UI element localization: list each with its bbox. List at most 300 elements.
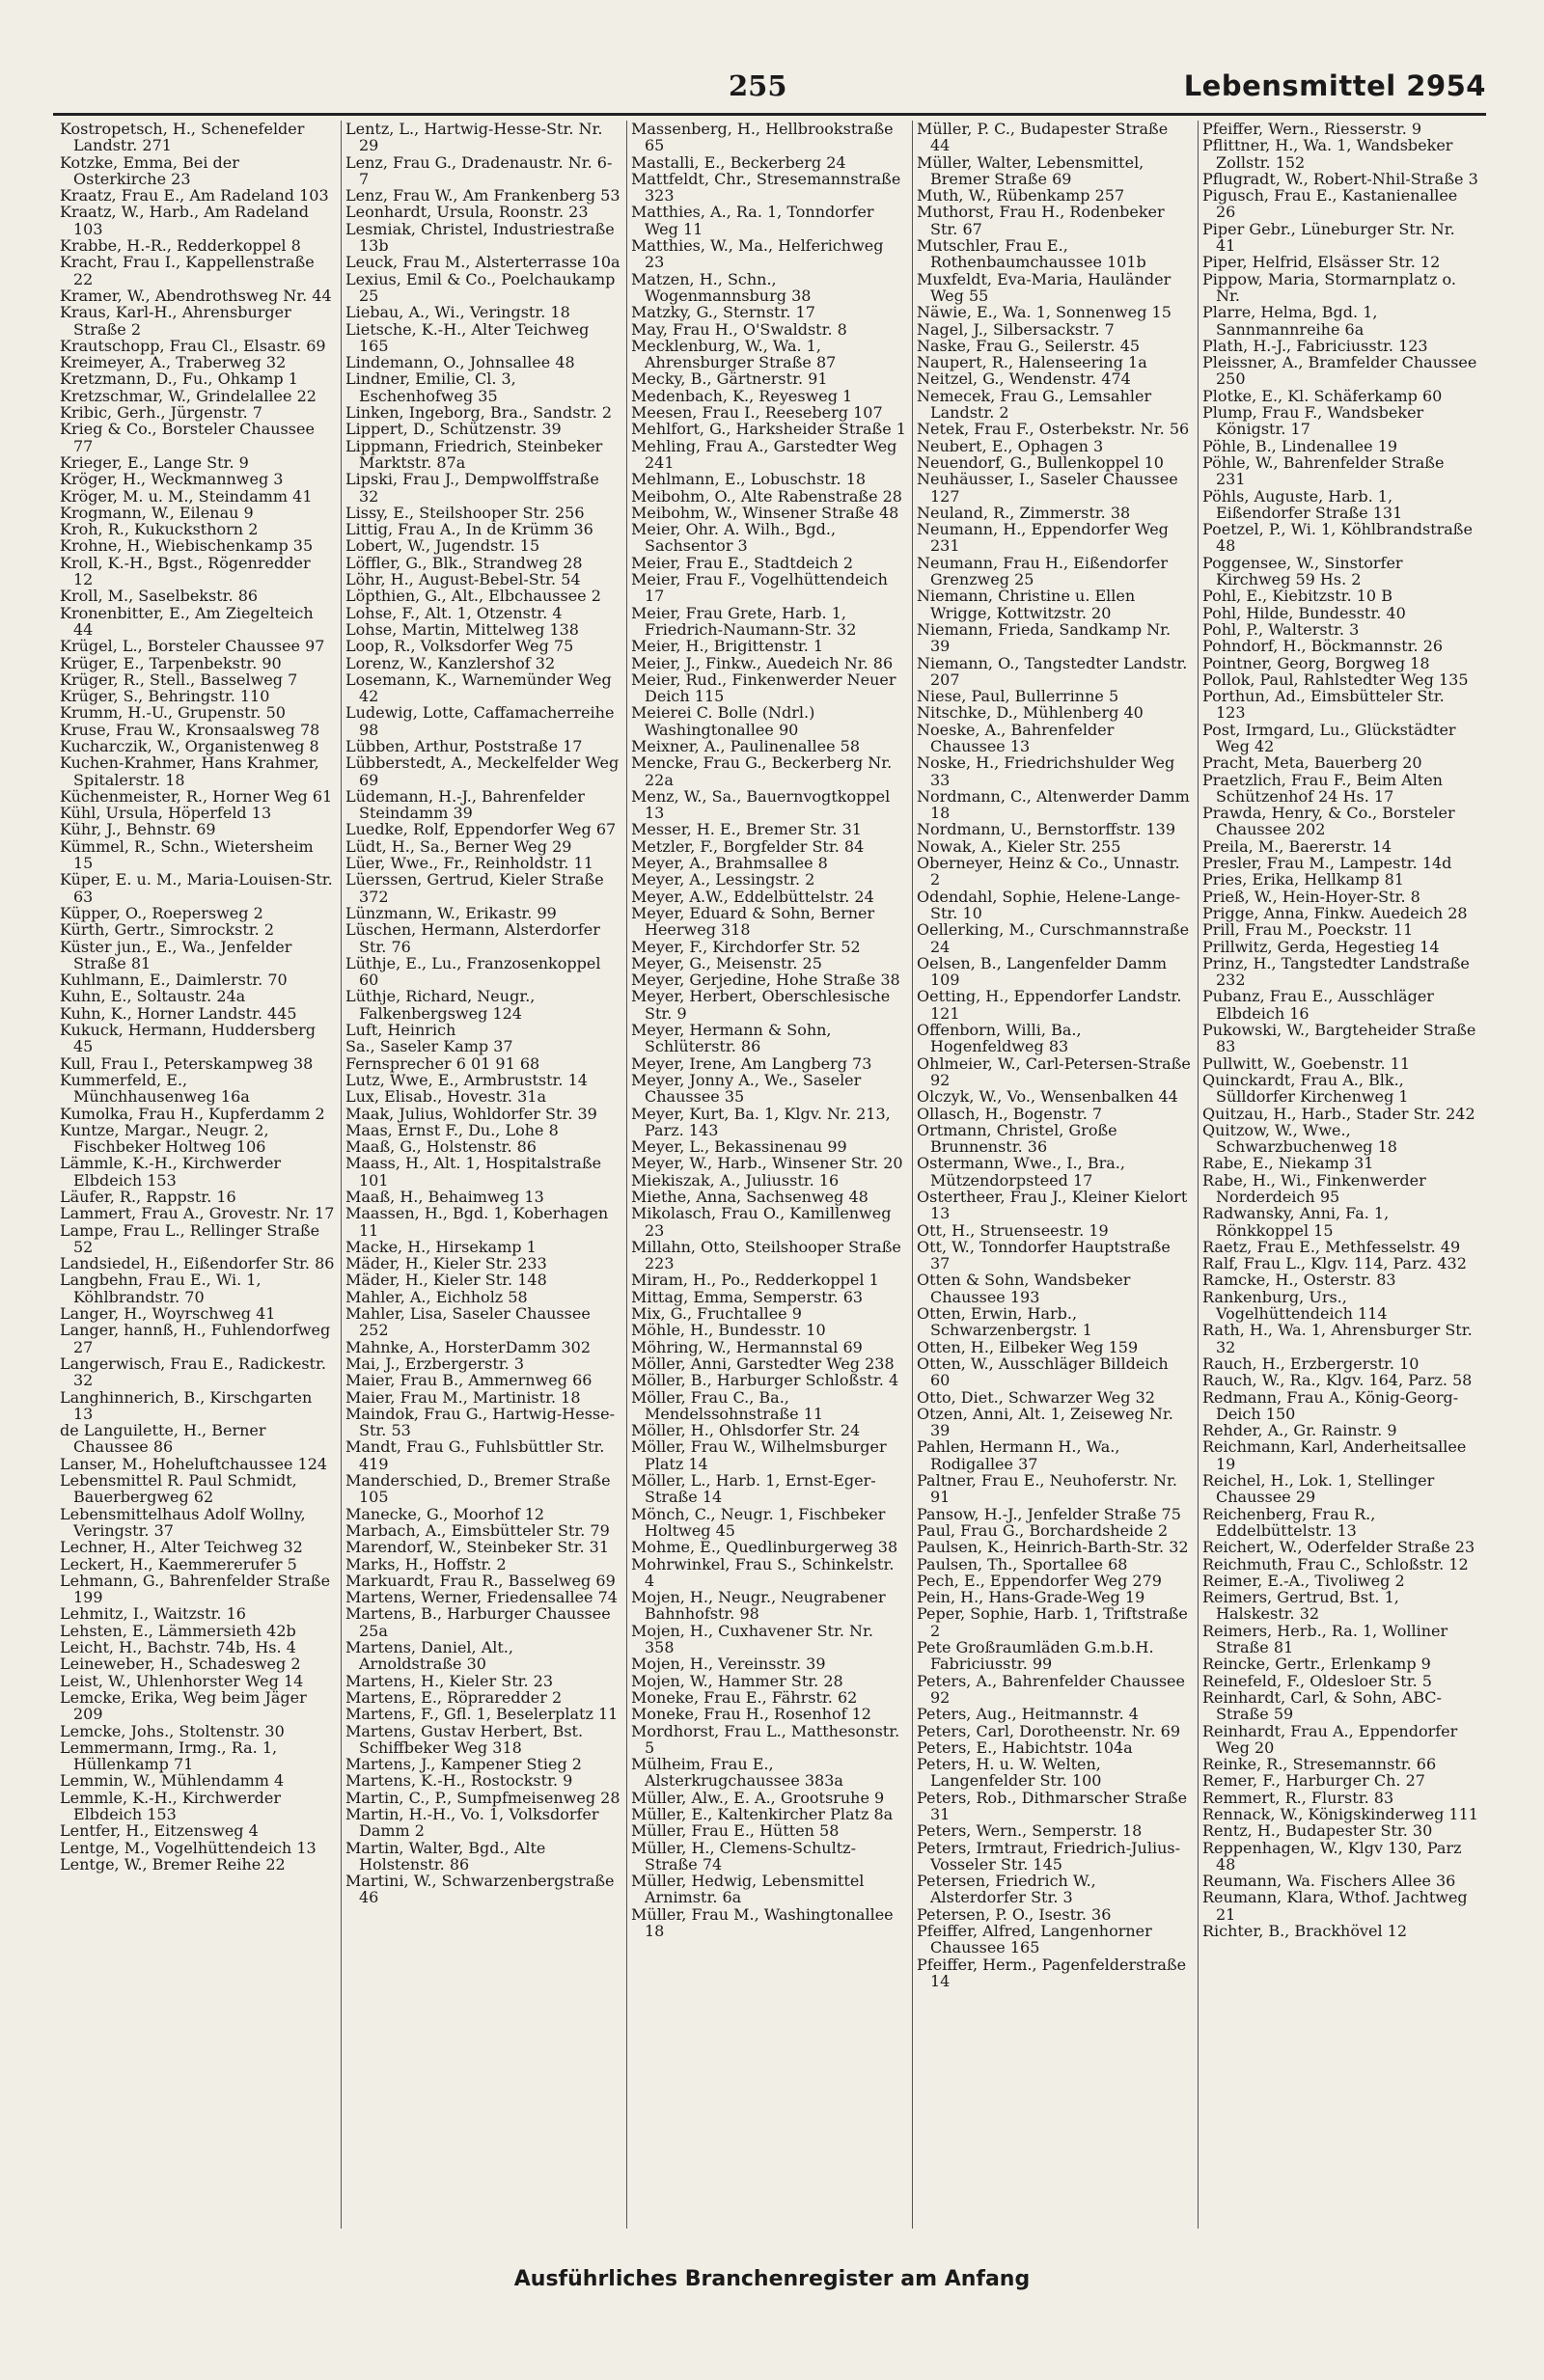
directory-entry: Kroll, M., Saselbekstr. 86 (60, 587, 259, 606)
directory-entry: Meibohm, W., Winsener Straße 48 (631, 503, 899, 522)
directory-entry: Miekiszak, A., Juliusstr. 16 (631, 1170, 840, 1190)
directory-entry: Kuhn, E., Soltaustr. 24a (60, 987, 246, 1006)
directory-entry: Presler, Frau M., Lampestr. 14d (1202, 854, 1452, 873)
directory-entry: Mikolasch, Frau O., Kamillenweg 23 (631, 1204, 892, 1240)
directory-entry: Mahler, A., Eichholz 58 (345, 1287, 528, 1306)
directory-entry: Mülheim, Frau E., Alsterkrugchaussee 383a (631, 1755, 843, 1791)
directory-entry: Porthun, Ad., Eimsbütteler Str. 123 (1202, 687, 1445, 723)
directory-entry: Martin, Walter, Bgd., Alte Holstenstr. 86 (345, 1838, 546, 1874)
directory-entry: Kostropetsch, H., Schenefelder Landstr. 271 (60, 121, 305, 155)
directory-entry: Miram, H., Po., Redderkoppel 1 (631, 1271, 879, 1290)
directory-entry: Lohse, Martin, Mittelweg 138 (345, 619, 579, 639)
directory-entry: Leckert, H., Kaemmererufer 5 (60, 1554, 297, 1573)
directory-entry: Meyer, A.W., Eddelbüttelstr. 24 (631, 887, 874, 906)
directory-entry: Meesen, Frau I., Reeseberg 107 (631, 403, 883, 423)
directory-entry: Kroh, R., Kukucksthorn 2 (60, 520, 259, 539)
directory-entry: Lüschen, Hermann, Alsterdorfer Str. 76 (345, 920, 600, 956)
directory-entry: Mandt, Frau G., Fuhlsbüttler Str. 419 (345, 1437, 605, 1473)
directory-entry: Meier, Ohr. A. Wilh., Bgd., Sachsentor 3 (631, 520, 837, 556)
directory-entry: Naske, Frau G., Seilerstr. 45 (917, 336, 1141, 355)
directory-entry: Mai, J., Erzbergerstr. 3 (345, 1354, 524, 1373)
directory-entry: Prawda, Henry, & Co., Borsteler Chaussee 202 (1202, 804, 1455, 839)
directory-entry: Reinhardt, Carl, & Sohn, ABC-Straße 59 (1202, 1687, 1442, 1724)
footer-note: Ausführliches Branchenregister am Anfang (513, 2267, 1031, 2291)
directory-entry: Pippow, Maria, Stormarnplatz o. Nr. (1202, 269, 1456, 305)
directory-entry: Marendorf, W., Steinbeker Str. 31 (345, 1538, 609, 1557)
directory-entry: Pflugradt, W., Robert-Nhil-Straße 3 (1202, 169, 1478, 188)
directory-entry: Lexius, Emil & Co., Poelchaukamp 25 (345, 269, 616, 305)
directory-entry: Nagel, J., Silbersackstr. 7 (917, 319, 1115, 339)
directory-entry: Mordhorst, Frau L., Matthesonstr. 5 (631, 1721, 900, 1757)
directory-entry: Meyer, Irene, Am Langberg 73 (631, 1053, 872, 1073)
directory-entry: Maier, Frau M., Martinistr. 18 (345, 1387, 581, 1407)
directory-entry: Mutschler, Frau E., Rothenbaumchaussee 101b (917, 236, 1146, 272)
directory-entry: Noeske, A., Bahrenfelder Chaussee 13 (917, 720, 1115, 755)
directory-entry: Peters, H. u. W. Welten, Langenfelder Str. 100 (917, 1755, 1102, 1791)
directory-entry: Lesmiak, Christel, Industriestraße 13b (345, 219, 615, 256)
directory-entry: Praetzlich, Frau F., Beim Alten Schützenhof 24 Hs. 17 (1202, 770, 1443, 806)
directory-entry: Mohme, E., Quedlinburgerweg 38 (631, 1538, 898, 1557)
directory-entry: Meier, Frau F., Vogelhüttendeich 17 (631, 570, 888, 606)
directory-entry: Ott, H., Struenseestr. 19 (917, 1220, 1109, 1240)
directory-entry: Pfeiffer, Wern., Riesserstr. 9 (1202, 121, 1422, 138)
directory-entry: Lünzmann, W., Erikastr. 99 (345, 903, 557, 922)
directory-entry: Möller, L., Harb. 1, Ernst-Eger-Straße 14 (631, 1471, 876, 1507)
directory-entry: Pein, H., Hans-Grade-Weg 19 (917, 1588, 1145, 1607)
directory-columns (56, 121, 1486, 2229)
directory-entry: Möller, Anni, Garstedter Weg 238 (631, 1354, 895, 1373)
directory-entry: Linken, Ingeborg, Bra., Sandstr. 2 (345, 403, 613, 423)
directory-entry: Pohl, E., Kiebitzstr. 10 B (1202, 587, 1392, 606)
directory-entry: Peters, Irmtraut, Friedrich-Julius-Vosseler Str. 145 (917, 1838, 1180, 1874)
directory-entry: Mittag, Emma, Semperstr. 63 (631, 1287, 864, 1306)
directory-entry: Mecklenburg, W., Wa. 1, Ahrensburger Straße 87 (631, 336, 837, 372)
directory-entry: Loop, R., Volksdorfer Weg 75 (345, 637, 574, 656)
directory-entry: Poggensee, W., Sinstorfer Kirchweg 59 Hs. 2 (1202, 553, 1403, 589)
directory-entry: Krieger, E., Lange Str. 9 (60, 452, 249, 472)
directory-entry: Lutz, Wwe, E., Armbruststr. 14 (345, 1070, 588, 1089)
directory-entry: Radwansky, Anni, Fa. 1, Rönkkoppel 15 (1202, 1204, 1390, 1240)
directory-entry: Plarre, Helma, Bgd. 1, Sannmannreihe 6a (1202, 303, 1378, 339)
directory-entry: Rennack, W., Königskinderweg 111 (1202, 1804, 1478, 1823)
directory-entry: Leicht, H., Bachstr. 74b, Hs. 4 (60, 1638, 296, 1657)
directory-entry: Pries, Erika, Hellkamp 81 (1202, 870, 1404, 889)
directory-entry: Lenz, Frau G., Dradenaustr. Nr. 6-7 (345, 152, 613, 188)
directory-entry: Niemann, Frieda, Sandkamp Nr. 39 (917, 619, 1172, 656)
directory-entry: Kucharczik, W., Organistenweg 8 (60, 736, 319, 755)
directory-entry: Maier, Frau B., Ammernweg 66 (345, 1371, 593, 1390)
directory-entry: Reincke, Gertr., Erlenkamp 9 (1202, 1655, 1431, 1674)
directory-entry: Mojen, H., Cuxhavener Str. Nr. 358 (631, 1621, 873, 1657)
directory-entry: Plath, H.-J., Fabriciusstr. 123 (1202, 336, 1428, 355)
directory-entry: Petersen, Friedrich W., Alsterdorfer Str. 3 (917, 1872, 1096, 1907)
directory-entry: Kreimeyer, A., Traberweg 32 (60, 353, 287, 372)
directory-entry: Krabbe, H.-R., Redderkoppel 8 (60, 236, 301, 256)
directory-entry: Kühl, Ursula, Höperfeld 13 (60, 804, 272, 823)
directory-entry: Lissy, E., Steilshooper Str. 256 (345, 503, 585, 522)
directory-entry: Kühr, J., Behnstr. 69 (60, 820, 216, 839)
directory-entry: Müller, Frau E., Hütten 58 (631, 1821, 840, 1841)
directory-entry: Maass, H., Alt. 1, Hospitalstraße 101 (345, 1154, 602, 1190)
directory-entry: Pohndorf, H., Böckmannstr. 26 (1202, 637, 1444, 656)
directory-entry: Krogmann, W., Eilenau 9 (60, 503, 254, 522)
directory-entry: Kotzke, Emma, Bei der Osterkirche 23 (60, 152, 239, 188)
directory-entry: Petersen, P. O., Isestr. 36 (917, 1904, 1112, 1924)
directory-entry: Maindok, Frau G., Hartwig-Hesse-Str. 53 (345, 1404, 615, 1440)
directory-entry: Prillwitz, Gerda, Hegestieg 14 (1202, 937, 1440, 956)
directory-entry: Raetz, Frau E., Methfesselstr. 49 (1202, 1237, 1461, 1256)
directory-entry: Pollok, Paul, Rahlstedter Weg 135 (1202, 670, 1469, 689)
directory-entry: Meyer, Eduard & Sohn, Berner Heerweg 318 (631, 903, 875, 940)
directory-entry: Meyer, A., Lessingstr. 2 (631, 870, 815, 889)
directory-entry: Prinz, H., Tangstedter Landstraße 232 (1202, 953, 1470, 990)
directory-entry: Langbehn, Frau E., Wi. 1, Köhlbrandstr. 70 (60, 1271, 262, 1306)
directory-entry: Lehsten, E., Lämmersieth 42b (60, 1621, 296, 1640)
directory-entry: Meier, Rud., Finkenwerder Neuer Deich 115 (631, 670, 896, 706)
directory-entry: Marbach, A., Eimsbütteler Str. 79 (345, 1520, 610, 1540)
directory-entry: Pöhle, W., Bahrenfelder Straße 231 (1202, 452, 1445, 489)
directory-entry: Millahn, Otto, Steilshooper Straße 223 (631, 1237, 901, 1273)
directory-entry: Meierei C. Bolle (Ndrl.) Washingtonallee 90 (631, 703, 815, 739)
directory-entry: Maaß, G., Holstenstr. 86 (345, 1137, 537, 1157)
directory-entry: Preila, M., Baererstr. 14 (1202, 836, 1392, 856)
directory-entry: Kull, Frau I., Peterskampweg 38 (60, 1053, 314, 1073)
column-4 (913, 121, 1199, 2229)
directory-entry: Müller, Walter, Lebensmittel, Bremer Straße 69 (917, 152, 1144, 188)
directory-entry: Küpper, O., Roepersweg 2 (60, 903, 263, 922)
directory-entry: Ohlmeier, W., Carl-Petersen-Straße 92 (917, 1053, 1191, 1089)
directory-entry: Lüer, Wwe., Fr., Reinholdstr. 11 (345, 854, 593, 873)
directory-entry: Mohrwinkel, Frau S., Schinkelstr. 4 (631, 1554, 895, 1590)
directory-entry: Müller, Alw., E. A., Grootsruhe 9 (631, 1788, 885, 1807)
directory-entry: Moneke, Frau E., Fährstr. 62 (631, 1687, 858, 1707)
directory-entry: Mehlmann, E., Lobuschstr. 18 (631, 470, 867, 489)
directory-entry: Meixner, A., Paulinenallee 58 (631, 736, 860, 755)
directory-entry: Losemann, K., Warnemünder Weg 42 (345, 670, 612, 706)
directory-entry: Krieg & Co., Borsteler Chaussee 77 (60, 420, 315, 455)
directory-entry: Leuck, Frau M., Alsterterrasse 10a (345, 253, 620, 272)
directory-entry: Lebensmittel R. Paul Schmidt, Bauerbergweg 62 (60, 1471, 297, 1507)
directory-entry: Möhring, W., Hermannstal 69 (631, 1337, 863, 1356)
directory-entry: Reinefeld, F., Oldesloer Str. 5 (1202, 1671, 1432, 1690)
header-rule (53, 113, 1486, 116)
column-1 (56, 121, 342, 2229)
directory-entry: Maak, Julius, Wohldorfer Str. 39 (345, 1104, 597, 1123)
directory-entry: Rabe, E., Niekamp 31 (1202, 1154, 1374, 1173)
directory-entry: Lüerssen, Gertrud, Kieler Straße 372 (345, 870, 604, 906)
directory-entry: Lüthje, Richard, Neugr., Falkenbergsweg 124 (345, 987, 536, 1023)
directory-entry: Peters, Aug., Heitmannstr. 4 (917, 1705, 1139, 1724)
directory-entry: Noske, H., Friedrichshulder Weg 33 (917, 753, 1175, 789)
directory-entry: Pöhls, Auguste, Harb. 1, Eißendorfer Straße 131 (1202, 486, 1403, 522)
directory-entry: Lippert, D., Schützenstr. 39 (345, 420, 562, 439)
directory-entry: Krüger, S., Behringstr. 110 (60, 687, 270, 706)
directory-entry: Kuhn, K., Horner Landstr. 445 (60, 1003, 297, 1023)
directory-entry: Lentfer, H., Eitzensweg 4 (60, 1821, 259, 1841)
directory-entry: Möller, H., Ohlsdorfer Str. 24 (631, 1421, 861, 1440)
directory-entry: Martens, E., Röpraredder 2 (345, 1687, 563, 1707)
directory-entry: Kuntze, Margar., Neugr. 2, Fischbeker Holtweg 106 (60, 1120, 269, 1157)
directory-entry: Leonhardt, Ursula, Roonstr. 23 (345, 203, 589, 222)
directory-entry: Martens, J., Kampener Stieg 2 (345, 1755, 582, 1774)
directory-entry: Otto, Diet., Schwarzer Weg 32 (917, 1387, 1155, 1407)
directory-entry: Kribic, Gerh., Jürgenstr. 7 (60, 403, 262, 423)
directory-entry: Küchenmeister, R., Horner Weg 61 (60, 786, 333, 806)
directory-entry: Lehmann, G., Bahrenfelder Straße 199 (60, 1571, 331, 1607)
directory-entry: de Languilette, H., Berner Chaussee 86 (60, 1421, 266, 1457)
directory-entry: Martin, H.-H., Vo. 1, Volksdorfer Damm 2 (345, 1804, 599, 1841)
directory-entry: Mäder, H., Kieler Str. 233 (345, 1254, 547, 1273)
directory-entry: Meier, Frau E., Stadtdeich 2 (631, 553, 854, 572)
directory-entry: Manecke, G., Moorhof 12 (345, 1504, 545, 1523)
directory-entry: Rentz, H., Budapester Str. 30 (1202, 1821, 1433, 1841)
directory-entry: Pech, E., Eppendorfer Weg 279 (917, 1571, 1162, 1590)
directory-entry: Mencke, Frau G., Beckerberg Nr. 22a (631, 753, 893, 789)
directory-entry: Prigge, Anna, Finkw. Auedeich 28 (1202, 903, 1468, 922)
directory-entry: Lübben, Arthur, Poststraße 17 (345, 736, 583, 755)
directory-entry: Peters, A., Bahrenfelder Chaussee 92 (917, 1671, 1185, 1707)
directory-entry: Lüdemann, H.-J., Bahrenfelder Steindamm 39 (345, 786, 585, 823)
directory-entry: Lindemann, O., Johnsallee 48 (345, 353, 575, 372)
directory-entry: Kronenbitter, E., Am Ziegelteich 44 (60, 603, 314, 639)
directory-entry: Mahnke, A., HorsterDamm 302 (345, 1337, 592, 1356)
directory-entry: Lentge, M., Vogelhüttendeich 13 (60, 1838, 317, 1857)
directory-entry: Martini, W., Schwarzenbergstraße 46 (345, 1872, 615, 1907)
directory-entry: Redmann, Frau A., König-Georg-Deich 150 (1202, 1387, 1459, 1423)
directory-entry: Martens, Gustav Herbert, Bst. Schiffbeker Weg 318 (345, 1721, 584, 1757)
directory-entry: Macke, H., Hirsekamp 1 (345, 1237, 537, 1256)
directory-entry: Müller, Frau M., Washingtonallee 18 (631, 1904, 894, 1941)
directory-entry: Remer, F., Harburger Ch. 27 (1202, 1771, 1425, 1791)
directory-entry: Kuhlmann, E., Daimlerstr. 70 (60, 971, 288, 990)
directory-entry: Rabe, H., Wi., Finkenwerder Norderdeich 95 (1202, 1170, 1426, 1206)
directory-entry: Muxfeldt, Eva-Maria, Hauländer Weg 55 (917, 269, 1172, 305)
directory-entry: Meyer, Gerjedine, Hohe Straße 38 (631, 971, 900, 990)
directory-entry: Nitschke, D., Mühlenberg 40 (917, 703, 1144, 723)
directory-entry: Littig, Frau A., In de Krümm 36 (345, 520, 593, 539)
directory-entry: Lemmin, W., Mühlendamm 4 (60, 1771, 285, 1791)
directory-entry: Peters, Carl, Dorotheenstr. Nr. 69 (917, 1721, 1181, 1740)
directory-entry: Reppenhagen, W., Klgv 130, Parz 48 (1202, 1838, 1462, 1874)
directory-entry: Meyer, Herbert, Oberschlesische Str. 9 (631, 987, 891, 1023)
directory-entry: Offenborn, Willi, Ba., Hogenfeldweg 83 (917, 1021, 1082, 1056)
directory-entry: Kuchen-Krahmer, Hans Krahmer, Spitalerstr. 18 (60, 753, 319, 789)
directory-entry: Plotke, E., Kl. Schäferkamp 60 (1202, 386, 1443, 405)
directory-entry: Lemmle, K.-H., Kirchwerder Elbdeich 153 (60, 1788, 282, 1823)
directory-entry: Lemcke, Erika, Weg beim Jäger 209 (60, 1687, 307, 1724)
directory-entry: Löhr, H., August-Bebel-Str. 54 (345, 570, 581, 589)
directory-entry: Kröger, M. u. M., Steindamm 41 (60, 486, 313, 506)
directory-entry: Peper, Sophie, Harb. 1, Triftstraße 2 (917, 1604, 1188, 1640)
directory-entry: Martens, Daniel, Alt., Arnoldstraße 30 (345, 1638, 513, 1674)
directory-entry: Langhinnerich, B., Kirschgarten 13 (60, 1387, 313, 1423)
directory-entry: Mastalli, E., Beckerberg 24 (631, 152, 846, 172)
directory-entry: Krüger, R., Stell., Basselweg 7 (60, 670, 298, 689)
directory-entry: Oelsen, B., Langenfelder Damm 109 (917, 953, 1168, 990)
directory-entry: Kukuck, Hermann, Huddersberg 45 (60, 1021, 316, 1056)
directory-entry: Rauch, W., Ra., Klgv. 164, Parz. 58 (1202, 1371, 1473, 1390)
directory-entry: Ortmann, Christel, Große Brunnenstr. 36 (917, 1120, 1117, 1157)
directory-entry: Paltner, Frau E., Neuhoferstr. Nr. 91 (917, 1471, 1178, 1507)
directory-entry: Ramcke, H., Osterstr. 83 (1202, 1271, 1396, 1290)
directory-entry: Neuendorf, G., Bullenkoppel 10 (917, 452, 1164, 472)
directory-entry: Prill, Frau M., Poeckstr. 11 (1202, 920, 1414, 940)
directory-entry: Möhle, H., Bundesstr. 10 (631, 1321, 826, 1340)
directory-entry: Rankenburg, Urs., Vogelhüttendeich 114 (1202, 1287, 1388, 1324)
directory-entry: Neitzel, G., Wendenstr. 474 (917, 369, 1131, 389)
directory-entry: Möller, B., Harburger Schloßstr. 4 (631, 1371, 899, 1390)
directory-entry: Ralf, Frau L., Klgv. 114, Parz. 432 (1202, 1254, 1467, 1273)
directory-entry: Peters, Rob., Dithmarscher Straße 31 (917, 1788, 1188, 1823)
directory-entry: Paul, Frau G., Borchardsheide 2 (917, 1520, 1169, 1540)
directory-entry: Möller, Frau W., Wilhelmsburger Platz 14 (631, 1437, 887, 1473)
directory-entry: Otten, H., Eilbeker Weg 159 (917, 1337, 1139, 1356)
directory-entry: Ollasch, H., Bogenstr. 7 (917, 1104, 1103, 1123)
directory-entry: Martens, H., Kieler Str. 23 (345, 1671, 554, 1690)
directory-entry: Lüthje, E., Lu., Franzosenkoppel 60 (345, 953, 601, 990)
column-3 (627, 121, 913, 2229)
directory-entry: Maas, Ernst F., Du., Lohe 8 (345, 1120, 559, 1139)
directory-entry: Meyer, A., Brahmsallee 8 (631, 854, 828, 873)
directory-entry: Kümmel, R., Schn., Wietersheim 15 (60, 836, 314, 873)
directory-entry: Otzen, Anni, Alt. 1, Zeiseweg Nr. 39 (917, 1404, 1173, 1440)
directory-entry: Pfeiffer, Herm., Pagenfelderstraße 14 (917, 1955, 1187, 1990)
directory-entry: Mix, G., Fruchtallee 9 (631, 1304, 802, 1324)
directory-entry: Fernsprecher 6 01 91 68 (345, 1053, 540, 1073)
directory-entry: Pullwitt, W., Goebenstr. 11 (1202, 1053, 1411, 1073)
directory-entry: Pansow, H.-J., Jenfelder Straße 75 (917, 1504, 1181, 1523)
directory-entry: Ott, W., Tonndorfer Hauptstraße 37 (917, 1237, 1171, 1273)
directory-entry: Matthies, A., Ra. 1, Tonndorfer Weg 11 (631, 203, 874, 238)
directory-entry: Lechner, H., Alter Teichweg 32 (60, 1538, 303, 1557)
directory-entry: Richter, B., Brackhövel 12 (1202, 1922, 1408, 1941)
directory-entry: Martens, Werner, Friedensallee 74 (345, 1588, 618, 1607)
directory-entry: Pöhle, B., Lindenallee 19 (1202, 436, 1398, 455)
directory-entry: Näwie, E., Wa. 1, Sonnenweg 15 (917, 303, 1172, 322)
directory-entry: Meyer, L., Bekassinenau 99 (631, 1137, 847, 1157)
directory-entry: Lammert, Frau A., Grovestr. Nr. 17 (60, 1204, 335, 1223)
directory-entry: Rath, H., Wa. 1, Ahrensburger Str. 32 (1202, 1321, 1473, 1356)
directory-entry: Pukowski, W., Bargteheider Straße 83 (1202, 1021, 1476, 1056)
directory-entry: Quitzow, W., Wwe., Schwarzbuchenweg 18 (1202, 1120, 1397, 1157)
directory-entry: Müller, H., Clemens-Schultz-Straße 74 (631, 1838, 856, 1874)
directory-entry: Lenz, Frau W., Am Frankenberg 53 (345, 186, 620, 205)
directory-entry: Marks, H., Hoffstr. 2 (345, 1554, 507, 1573)
directory-entry: Mattfeldt, Chr., Stresemannstraße 323 (631, 169, 901, 205)
directory-entry: Metzler, F., Borgfelder Str. 84 (631, 836, 865, 856)
directory-entry: Ostertheer, Frau J., Kleiner Kielort 13 (917, 1188, 1188, 1223)
directory-entry: Rehder, A., Gr. Rainstr. 9 (1202, 1421, 1397, 1440)
directory-entry: Menz, W., Sa., Bauernvogtkoppel 13 (631, 786, 891, 823)
directory-entry: Läufer, R., Rappstr. 16 (60, 1188, 236, 1206)
directory-entry: Piper Gebr., Lüneburger Str. Nr. 41 (1202, 219, 1455, 256)
directory-entry: Leineweber, H., Schadesweg 2 (60, 1655, 301, 1674)
directory-entry: Manderschied, D., Bremer Straße 105 (345, 1471, 611, 1507)
directory-entry: Matthies, W., Ma., Helferichweg 23 (631, 236, 884, 272)
directory-entry: Pracht, Meta, Bauerberg 20 (1202, 753, 1422, 773)
directory-entry: Meier, Frau Grete, Harb. 1, Friedrich-Naumann-Str. 32 (631, 603, 857, 639)
directory-entry: Neubert, E., Ophagen 3 (917, 436, 1104, 455)
directory-entry: Pfeiffer, Alfred, Langenhorner Chaussee 165 (917, 1922, 1152, 1957)
directory-entry: Neuhäusser, I., Saseler Chaussee 127 (917, 470, 1178, 506)
directory-entry: Lämmle, K.-H., Kirchwerder Elbdeich 153 (60, 1154, 282, 1190)
directory-entry: Martin, C., P., Sumpfmeisenweg 28 (345, 1788, 620, 1807)
directory-entry: Pohl, P., Walterstr. 3 (1202, 619, 1360, 639)
directory-entry: Lüdt, H., Sa., Berner Weg 29 (345, 836, 572, 856)
directory-entry: Lippmann, Friedrich, Steinbeker Marktstr. 87a (345, 436, 603, 472)
directory-entry: Reichenberg, Frau R., Eddelbüttelstr. 13 (1202, 1504, 1376, 1540)
directory-entry: Meyer, F., Kirchdorfer Str. 52 (631, 937, 861, 956)
directory-entry: Krüger, E., Tarpenbekstr. 90 (60, 653, 282, 672)
page-header (53, 69, 1486, 108)
directory-entry: Krohne, H., Wiebischenkamp 35 (60, 536, 314, 556)
directory-entry: Reichel, H., Lok. 1, Stellinger Chaussee 29 (1202, 1471, 1435, 1507)
directory-entry: Krumm, H.-U., Grupenstr. 50 (60, 703, 286, 723)
column-5 (1199, 121, 1484, 2229)
directory-entry: Rauch, H., Erzbergerstr. 10 (1202, 1354, 1420, 1373)
directory-entry: Mehlfort, G., Harksheider Straße 1 (631, 420, 906, 439)
directory-entry: Niemann, O., Tangstedter Landstr. 207 (917, 653, 1188, 689)
directory-entry: Küster jun., E., Wa., Jenfelder Straße 81 (60, 937, 292, 972)
directory-entry: Reumann, Klara, Wthof. Jachtweg 21 (1202, 1888, 1468, 1924)
directory-entry: Reimers, Herb., Ra. 1, Wolliner Straße 81 (1202, 1621, 1448, 1657)
directory-entry: Martens, B., Harburger Chaussee 25a (345, 1604, 611, 1640)
directory-entry: Meyer, Kurt, Ba. 1, Klgv. Nr. 213, Parz. 143 (631, 1104, 891, 1139)
section-title: Lebensmittel 2954 (1183, 69, 1486, 102)
directory-entry: Otten & Sohn, Wandsbeker Chaussee 193 (917, 1271, 1131, 1306)
directory-entry: Luft, Heinrich (345, 1021, 456, 1040)
directory-entry: Mojen, W., Hammer Str. 28 (631, 1671, 843, 1690)
directory-entry: Paulsen, Th., Sportallee 68 (917, 1554, 1128, 1573)
directory-entry: Lemmermann, Irmg., Ra. 1, Hüllenkamp 71 (60, 1737, 278, 1774)
directory-entry: Naupert, R., Halenseering 1a (917, 353, 1147, 372)
directory-entry: Pigusch, Frau E., Kastanienallee 26 (1202, 186, 1458, 222)
directory-entry: Pahlen, Hermann H., Wa., Rodigallee 37 (917, 1437, 1120, 1473)
directory-entry: Mecky, B., Gärtnerstr. 91 (631, 369, 828, 389)
directory-entry: Meyer, Jonny A., We., Saseler Chaussee 35 (631, 1070, 862, 1107)
directory-entry: Meyer, W., Harb., Winsener Str. 20 (631, 1154, 903, 1173)
directory-entry: Lentge, W., Bremer Reihe 22 (60, 1854, 286, 1874)
directory-entry: Mäder, H., Kieler Str. 148 (345, 1271, 547, 1290)
directory-entry: Martens, K.-H., Rostockstr. 9 (345, 1771, 573, 1791)
directory-entry: Nemecek, Frau G., Lemsahler Landstr. 2 (917, 386, 1152, 423)
directory-entry: Maaß, H., Behaimweg 13 (345, 1188, 544, 1206)
directory-entry: Muth, W., Rübenkamp 257 (917, 186, 1125, 205)
directory-entry: Lorenz, W., Kanzlershof 32 (345, 653, 556, 672)
directory-entry: Luedke, Rolf, Eppendorfer Weg 67 (345, 820, 617, 839)
directory-entry: Pflittner, H., Wa. 1, Wandsbeker Zollstr. 152 (1202, 136, 1453, 172)
directory-entry: Reimers, Gertrud, Bst. 1, Halskestr. 32 (1202, 1588, 1399, 1624)
directory-entry: Piper, Helfrid, Elsässer Str. 12 (1202, 253, 1441, 272)
directory-entry: Remmert, R., Flurstr. 83 (1202, 1788, 1394, 1807)
directory-entry: Leist, W., Uhlenhorster Weg 14 (60, 1671, 304, 1690)
directory-entry: Löpthien, G., Alt., Elbchaussee 2 (345, 587, 601, 606)
directory-entry: Mojen, H., Neugr., Neugrabener Bahnhofstr. 98 (631, 1588, 886, 1624)
directory-entry: Kretzmann, D., Fu., Ohkamp 1 (60, 369, 298, 389)
directory-entry: Reichmuth, Frau C., Schloßstr. 12 (1202, 1554, 1469, 1573)
directory-entry: Ostermann, Wwe., I., Bra., Mützendorpsteed 17 (917, 1154, 1125, 1190)
directory-entry: Kummerfeld, E., Münchhausenweg 16a (60, 1070, 250, 1107)
directory-entry: Lohse, F., Alt. 1, Otzenstr. 4 (345, 603, 563, 622)
directory-entry: Matzen, H., Schn., Wogenmannsburg 38 (631, 269, 812, 305)
directory-entry: Mönch, C., Neugr. 1, Fischbeker Holtweg 45 (631, 1504, 886, 1540)
directory-entry: Langer, hannß, H., Fuhlendorfweg 27 (60, 1321, 331, 1356)
directory-entry: Müller, Hedwig, Lebensmittel Arnimstr. 6a (631, 1872, 865, 1907)
directory-entry: Müller, E., Kaltenkircher Platz 8a (631, 1804, 894, 1823)
directory-entry: Mojen, H., Vereinsstr. 39 (631, 1655, 826, 1674)
directory-entry: Kroll, K.-H., Bgst., Rögenredder 12 (60, 553, 311, 589)
directory-entry: Kracht, Frau I., Kappellenstraße 22 (60, 253, 315, 288)
